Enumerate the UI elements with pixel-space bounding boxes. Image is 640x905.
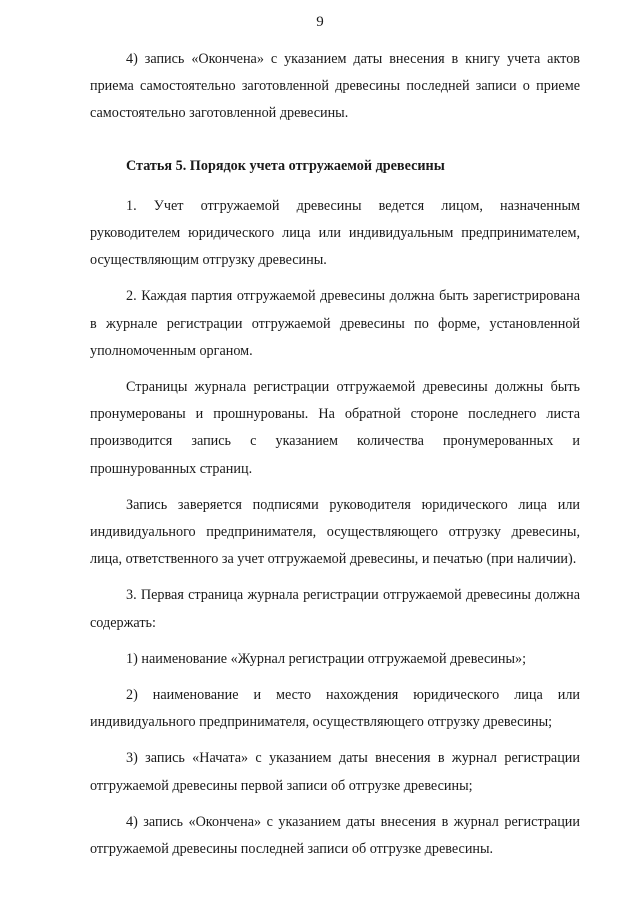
list-item: 3) запись «Начата» с указанием даты внесения в журнал регистрации отгружаемой древесины первой записи об отгрузке древесины; — [90, 750, 580, 794]
document-body — [90, 46, 580, 872]
paragraph: Запись заверяется подписями руководителя юридического лица или индивидуального предпринимателя, осуществляющего отгрузку древесины, лица, ответственного за учет отгружаемой древесины, и печатью (при наличии). — [90, 496, 580, 568]
list-item: 1) наименование «Журнал регистрации отгружаемой древесины»; — [126, 650, 527, 667]
paragraph: 2. Каждая партия отгружаемой древесины должна быть зарегистрирована в журнале регистрации отгружаемой древесины по форме, установленной уполномоченным органом. — [90, 288, 580, 359]
paragraph: 1. Учет отгружаемой древесины ведется лицом, назначенным руководителем юридического лица или индивидуальным предпринимателем, осуществляющим отгрузку древесины. — [90, 197, 580, 269]
page-number: 9 — [316, 14, 324, 30]
list-item: 4) запись «Окончена» с указанием даты внесения в журнал регистрации отгружаемой древесины последней записи об отгрузке древесины. — [90, 813, 580, 858]
paragraph: 3. Первая страница журнала регистрации отгружаемой древесины должна содержать: — [90, 587, 580, 631]
list-item: 2) наименование и место нахождения юридического лица или индивидуального предпринимателя, осуществляющего отгрузку древесины; — [90, 687, 580, 731]
paragraph: Страницы журнала регистрации отгружаемой древесины должны быть пронумерованы и прошнурованы. На обратной стороне последнего листа производится запись с указанием количества пронумерованных и прошнурованных страниц. — [90, 379, 580, 477]
article-heading: Статья 5. Порядок учета отгружаемой древесины — [126, 157, 445, 174]
paragraph: 4) запись «Окончена» с указанием даты внесения в книгу учета актов приема самостоятельно заготовленной древесины последней записи о приеме самостоятельно заготовленной древесины. — [90, 51, 580, 122]
